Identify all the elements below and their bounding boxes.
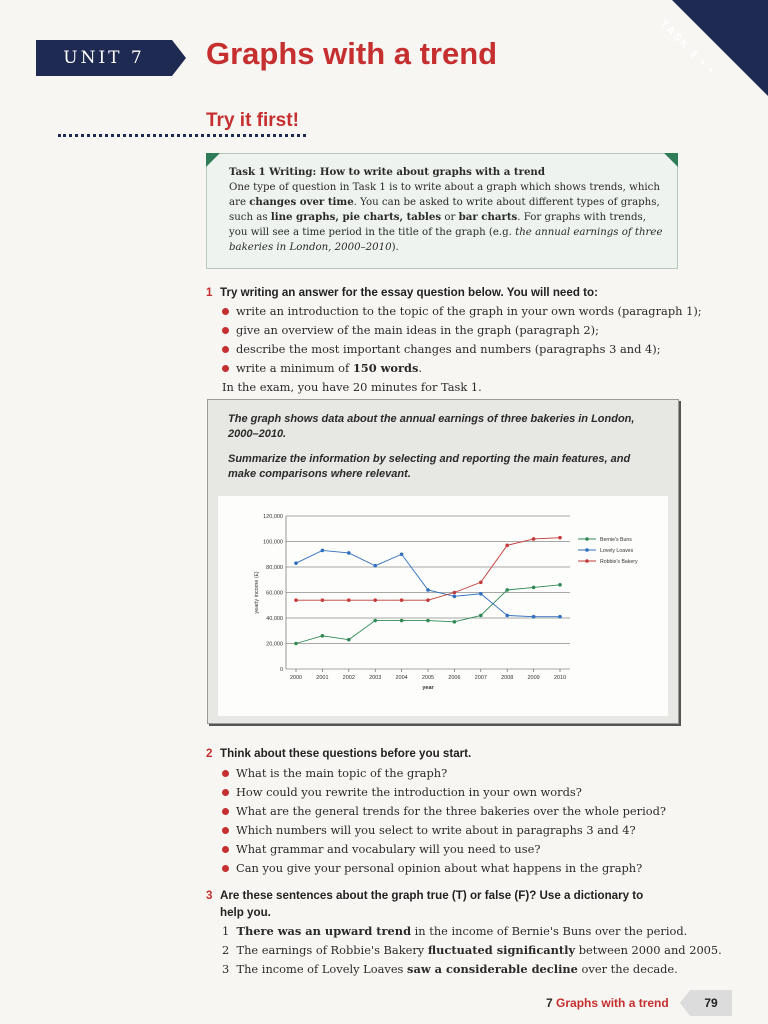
unit-badge bbox=[36, 40, 172, 76]
data-point bbox=[532, 586, 536, 590]
list-item: What are the general trends for the three bakeries over the whole period? bbox=[222, 802, 666, 821]
legend-marker bbox=[585, 548, 589, 552]
line-chart bbox=[218, 496, 668, 716]
x-tick-label: 2000 bbox=[289, 675, 303, 681]
info-box-body bbox=[229, 180, 665, 255]
page-number-box bbox=[690, 990, 732, 1016]
question-number: 1 bbox=[206, 286, 213, 299]
info-text: or bbox=[441, 212, 459, 223]
y-tick-label: 100,000 bbox=[263, 539, 283, 546]
x-tick-label: 2008 bbox=[501, 675, 514, 681]
statement-number: 3 bbox=[222, 962, 230, 976]
data-point bbox=[400, 552, 404, 556]
series-line bbox=[296, 550, 560, 616]
x-tick-label: 2009 bbox=[527, 675, 540, 681]
item-bold: 150 words bbox=[352, 361, 419, 375]
data-point bbox=[426, 588, 430, 592]
data-point bbox=[400, 619, 404, 623]
corner-tab-label: TASK 1 • • bbox=[657, 18, 718, 78]
legend-label: Robbie's Bakery bbox=[600, 559, 638, 565]
list-item bbox=[222, 359, 702, 378]
data-point bbox=[373, 619, 377, 623]
footer-chapter-title: Graphs with a trend bbox=[556, 996, 669, 1010]
statement-text: over the decade. bbox=[577, 962, 678, 976]
y-tick-label: 40,000 bbox=[266, 616, 283, 622]
data-point bbox=[426, 619, 430, 623]
info-bold: bar charts bbox=[458, 211, 518, 223]
y-tick-label: 60,000 bbox=[266, 590, 283, 597]
legend-label: Lovely Loaves bbox=[600, 548, 634, 554]
question-number: 3 bbox=[206, 889, 213, 902]
data-point bbox=[479, 614, 483, 618]
y-tick-label: 80,000 bbox=[266, 565, 283, 571]
info-bold: changes over time bbox=[249, 196, 354, 208]
legend-marker bbox=[585, 559, 589, 563]
statement-list bbox=[222, 922, 722, 979]
list-item: give an overview of the main ideas in the graph (paragraph 2); bbox=[222, 321, 702, 340]
unit-label: UNIT 7 bbox=[63, 48, 145, 68]
question-1-bullets bbox=[222, 302, 702, 378]
item-text: write a minimum of bbox=[236, 361, 353, 375]
data-point bbox=[479, 581, 483, 585]
list-item: Which numbers will you select to write about in paragraphs 3 and 4? bbox=[222, 821, 666, 840]
task-summary: Summarize the information by selecting and reporting the main features, and make comparisons where relevant. bbox=[228, 453, 631, 480]
x-tick-label: 2007 bbox=[474, 675, 487, 681]
page-title: Graphs with a trend bbox=[206, 36, 498, 71]
question-2-bullets bbox=[222, 764, 666, 878]
list-item: describe the most important changes and numbers (paragraphs 3 and 4); bbox=[222, 340, 702, 359]
y-axis-label: yearly income (£) bbox=[254, 571, 260, 614]
page-number: 79 bbox=[704, 996, 718, 1010]
question-text: help you. bbox=[220, 906, 271, 919]
info-italic: the annual earnings of three bakeries in London, 2000–2010 bbox=[229, 227, 663, 253]
info-box-title: Task 1 Writing: How to write about graphs with a trend bbox=[229, 166, 545, 178]
data-point bbox=[347, 551, 351, 555]
question-3-heading bbox=[206, 887, 643, 921]
statement-item bbox=[222, 960, 722, 979]
data-point bbox=[321, 549, 325, 553]
y-tick-label: 20,000 bbox=[266, 641, 283, 648]
data-point bbox=[505, 588, 509, 592]
question-text: Are these sentences about the graph true (T) or false (F)? Use a dictionary to bbox=[220, 889, 644, 902]
data-point bbox=[426, 598, 430, 602]
data-point bbox=[532, 537, 536, 541]
exam-note: In the exam, you have 20 minutes for Task 1. bbox=[222, 380, 482, 394]
data-point bbox=[373, 598, 377, 602]
unit-arrow-shape bbox=[172, 40, 186, 76]
info-box bbox=[206, 153, 678, 269]
list-item: Can you give your personal opinion about what happens in the graph? bbox=[222, 859, 666, 878]
data-point bbox=[558, 615, 562, 619]
statement-item bbox=[222, 922, 722, 941]
x-tick-label: 2005 bbox=[421, 675, 435, 681]
data-point bbox=[321, 634, 325, 638]
footer-chapter bbox=[546, 996, 669, 1010]
x-tick-label: 2002 bbox=[342, 675, 355, 681]
chart-panel bbox=[218, 496, 668, 716]
data-point bbox=[558, 536, 562, 540]
list-item: write an introduction to the topic of the graph in your own words (paragraph 1); bbox=[222, 302, 702, 321]
data-point bbox=[373, 564, 377, 568]
data-point bbox=[479, 592, 483, 596]
data-point bbox=[347, 638, 351, 642]
x-tick-label: 2003 bbox=[369, 675, 382, 681]
question-number: 2 bbox=[206, 747, 213, 760]
question-2-heading bbox=[206, 745, 471, 762]
data-point bbox=[558, 583, 562, 587]
data-point bbox=[453, 595, 457, 599]
data-point bbox=[453, 620, 457, 624]
data-point bbox=[347, 598, 351, 602]
info-text: . You can be asked to write about different types of graphs, such as bbox=[229, 197, 660, 223]
legend-label: Bernie's Buns bbox=[600, 537, 632, 543]
series-line bbox=[296, 585, 560, 644]
dotted-divider bbox=[58, 134, 306, 137]
data-point bbox=[505, 544, 509, 548]
y-tick-label: 120,000 bbox=[263, 514, 283, 520]
info-bold: line graphs, pie charts, tables bbox=[270, 211, 442, 223]
statement-text: between 2000 and 2005. bbox=[575, 943, 722, 957]
statement-bold: fluctuated significantly bbox=[427, 943, 576, 957]
info-text: One type of question in Task 1 is to write about a graph which shows trends, which are bbox=[229, 182, 660, 208]
data-point bbox=[294, 642, 298, 646]
x-tick-label: 2001 bbox=[316, 675, 329, 681]
statement-text: The earnings of Robbie's Bakery bbox=[236, 943, 428, 957]
corner-triangle-right bbox=[664, 153, 678, 167]
data-point bbox=[505, 614, 509, 618]
section-title: Try it first! bbox=[206, 110, 299, 131]
task-prompt: The graph shows data about the annual earnings of three bakeries in London, 2000–2010. bbox=[228, 413, 635, 440]
y-tick-label: 0 bbox=[279, 667, 283, 673]
list-item: What grammar and vocabulary will you need to use? bbox=[222, 840, 666, 859]
statement-item bbox=[222, 941, 722, 960]
question-1-heading bbox=[206, 284, 598, 301]
list-item: What is the main topic of the graph? bbox=[222, 764, 666, 783]
footer-chapter-number: 7 bbox=[546, 996, 553, 1010]
x-tick-label: 2006 bbox=[448, 675, 461, 681]
info-text: ). bbox=[391, 242, 399, 253]
task-card bbox=[207, 399, 679, 724]
item-text: . bbox=[418, 361, 423, 375]
x-axis-label: year bbox=[422, 685, 434, 691]
data-point bbox=[294, 598, 298, 602]
data-point bbox=[321, 598, 325, 602]
data-point bbox=[400, 598, 404, 602]
legend-marker bbox=[585, 537, 589, 541]
x-tick-label: 2010 bbox=[553, 675, 567, 681]
list-item: How could you rewrite the introduction in your own words? bbox=[222, 783, 666, 802]
question-text: Think about these questions before you start. bbox=[220, 747, 472, 760]
statement-bold: saw a considerable decline bbox=[407, 962, 578, 976]
statement-number: 2 bbox=[222, 943, 230, 957]
statement-text: The income of Lovely Loaves bbox=[236, 962, 408, 976]
statement-bold: There was an upward trend bbox=[236, 924, 412, 938]
x-tick-label: 2004 bbox=[395, 675, 408, 681]
question-text: Try writing an answer for the essay question below. You will need to: bbox=[220, 286, 598, 299]
data-point bbox=[294, 561, 298, 565]
data-point bbox=[532, 615, 536, 619]
statement-number: 1 bbox=[222, 924, 230, 938]
info-text: . For graphs with trends, you will see a time period in the title of the graph (e.g. bbox=[229, 212, 646, 238]
data-point bbox=[453, 591, 457, 595]
statement-text: in the income of Bernie's Buns over the period. bbox=[411, 924, 688, 938]
corner-triangle-left bbox=[206, 153, 220, 167]
